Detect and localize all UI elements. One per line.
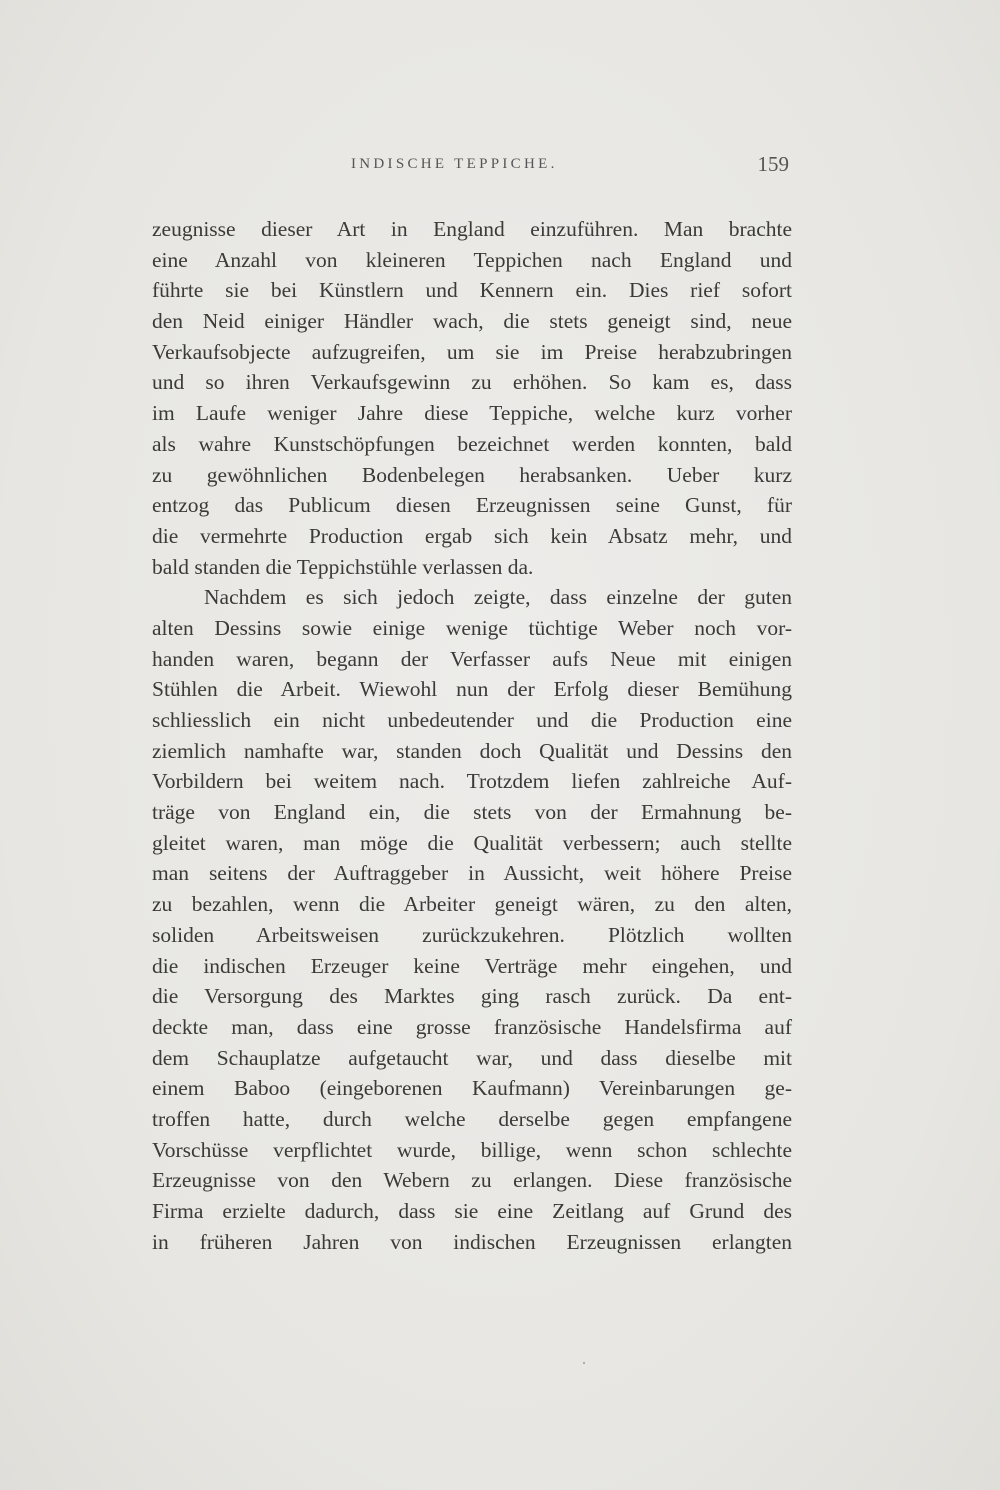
text-line: ziemlich namhafte war, standen doch Qualität und Dessins den bbox=[152, 738, 792, 763]
text-line: die indischen Erzeuger keine Verträge mehr eingehen, und bbox=[152, 953, 792, 978]
paper-speck bbox=[583, 1362, 585, 1364]
body-text bbox=[152, 214, 792, 1257]
paragraph bbox=[152, 214, 792, 582]
text-line: soliden Arbeitsweisen zurückzukehren. Plötzlich wollten bbox=[152, 922, 792, 947]
text-line: führte sie bei Künstlern und Kennern ein. Dies rief sofort bbox=[152, 278, 792, 303]
text-line: im Laufe weniger Jahre diese Teppiche, welche kurz vorher bbox=[152, 401, 792, 426]
text-line: und so ihren Verkaufsgewinn zu erhöhen. So kam es, dass bbox=[152, 370, 792, 395]
text-line: in früheren Jahren von indischen Erzeugnissen erlangten bbox=[152, 1229, 792, 1254]
text-line: entzog das Publicum diesen Erzeugnissen seine Gunst, für bbox=[152, 493, 792, 518]
text-line: träge von England ein, die stets von der Ermahnung be- bbox=[152, 800, 792, 825]
text-line: troffen hatte, durch welche derselbe gegen empfangene bbox=[152, 1106, 792, 1131]
text-line: dem Schauplatze aufgetaucht war, und dass dieselbe mit bbox=[152, 1045, 792, 1070]
paragraph bbox=[152, 582, 792, 1257]
text-line: deckte man, dass eine grosse französische Handelsfirma auf bbox=[152, 1014, 792, 1039]
running-head bbox=[157, 152, 789, 182]
text-line: Erzeugnisse von den Webern zu erlangen. Diese französische bbox=[152, 1168, 792, 1193]
text-line: Verkaufsobjecte aufzugreifen, um sie im Preise herabzubringen bbox=[152, 339, 792, 364]
text-line: eine Anzahl von kleineren Teppichen nach England und bbox=[152, 247, 792, 272]
text-line: die Versorgung des Marktes ging rasch zurück. Da ent- bbox=[152, 984, 792, 1009]
page-number: 159 bbox=[757, 152, 789, 176]
text-line: man seitens der Auftraggeber in Aussicht, weit höhere Preise bbox=[152, 861, 792, 886]
text-line: Nachdem es sich jedoch zeigte, dass einzelne der guten bbox=[204, 585, 792, 610]
text-line: alten Dessins sowie einige wenige tüchtige Weber noch vor- bbox=[152, 615, 792, 640]
text-line: zeugnisse dieser Art in England einzuführen. Man brachte bbox=[152, 217, 792, 241]
running-title: INDISCHE TEPPICHE. bbox=[351, 156, 558, 172]
text-line: den Neid einiger Händler wach, die stets geneigt sind, neue bbox=[152, 309, 792, 334]
text-line: gleitet waren, man möge die Qualität verbessern; auch stellte bbox=[152, 830, 792, 855]
text-line: Firma erzielte dadurch, dass sie eine Zeitlang auf Grund des bbox=[152, 1199, 792, 1223]
text-line: zu bezahlen, wenn die Arbeiter geneigt wären, zu den alten, bbox=[152, 892, 792, 917]
text-line: handen waren, begann der Verfasser aufs Neue mit einigen bbox=[152, 646, 792, 671]
text-line: die vermehrte Production ergab sich kein Absatz mehr, und bbox=[152, 523, 792, 548]
text-line: Vorschüsse verpflichtet wurde, billige, wenn schon schlechte bbox=[152, 1137, 792, 1162]
text-line: Vorbildern bei weitem nach. Trotzdem liefen zahlreiche Auf- bbox=[152, 769, 792, 794]
text-line: Stühlen die Arbeit. Wiewohl nun der Erfolg dieser Bemühung bbox=[152, 677, 792, 702]
text-line: als wahre Kunstschöpfungen bezeichnet werden konnten, bald bbox=[152, 431, 792, 456]
text-line: zu gewöhnlichen Bodenbelegen herabsanken. Ueber kurz bbox=[152, 462, 792, 487]
text-line: bald standen die Teppichstühle verlassen da. bbox=[152, 554, 534, 579]
text-line: einem Baboo (eingeborenen Kaufmann) Vereinbarungen ge- bbox=[152, 1076, 792, 1101]
text-line: schliesslich ein nicht unbedeutender und die Production eine bbox=[152, 708, 792, 732]
